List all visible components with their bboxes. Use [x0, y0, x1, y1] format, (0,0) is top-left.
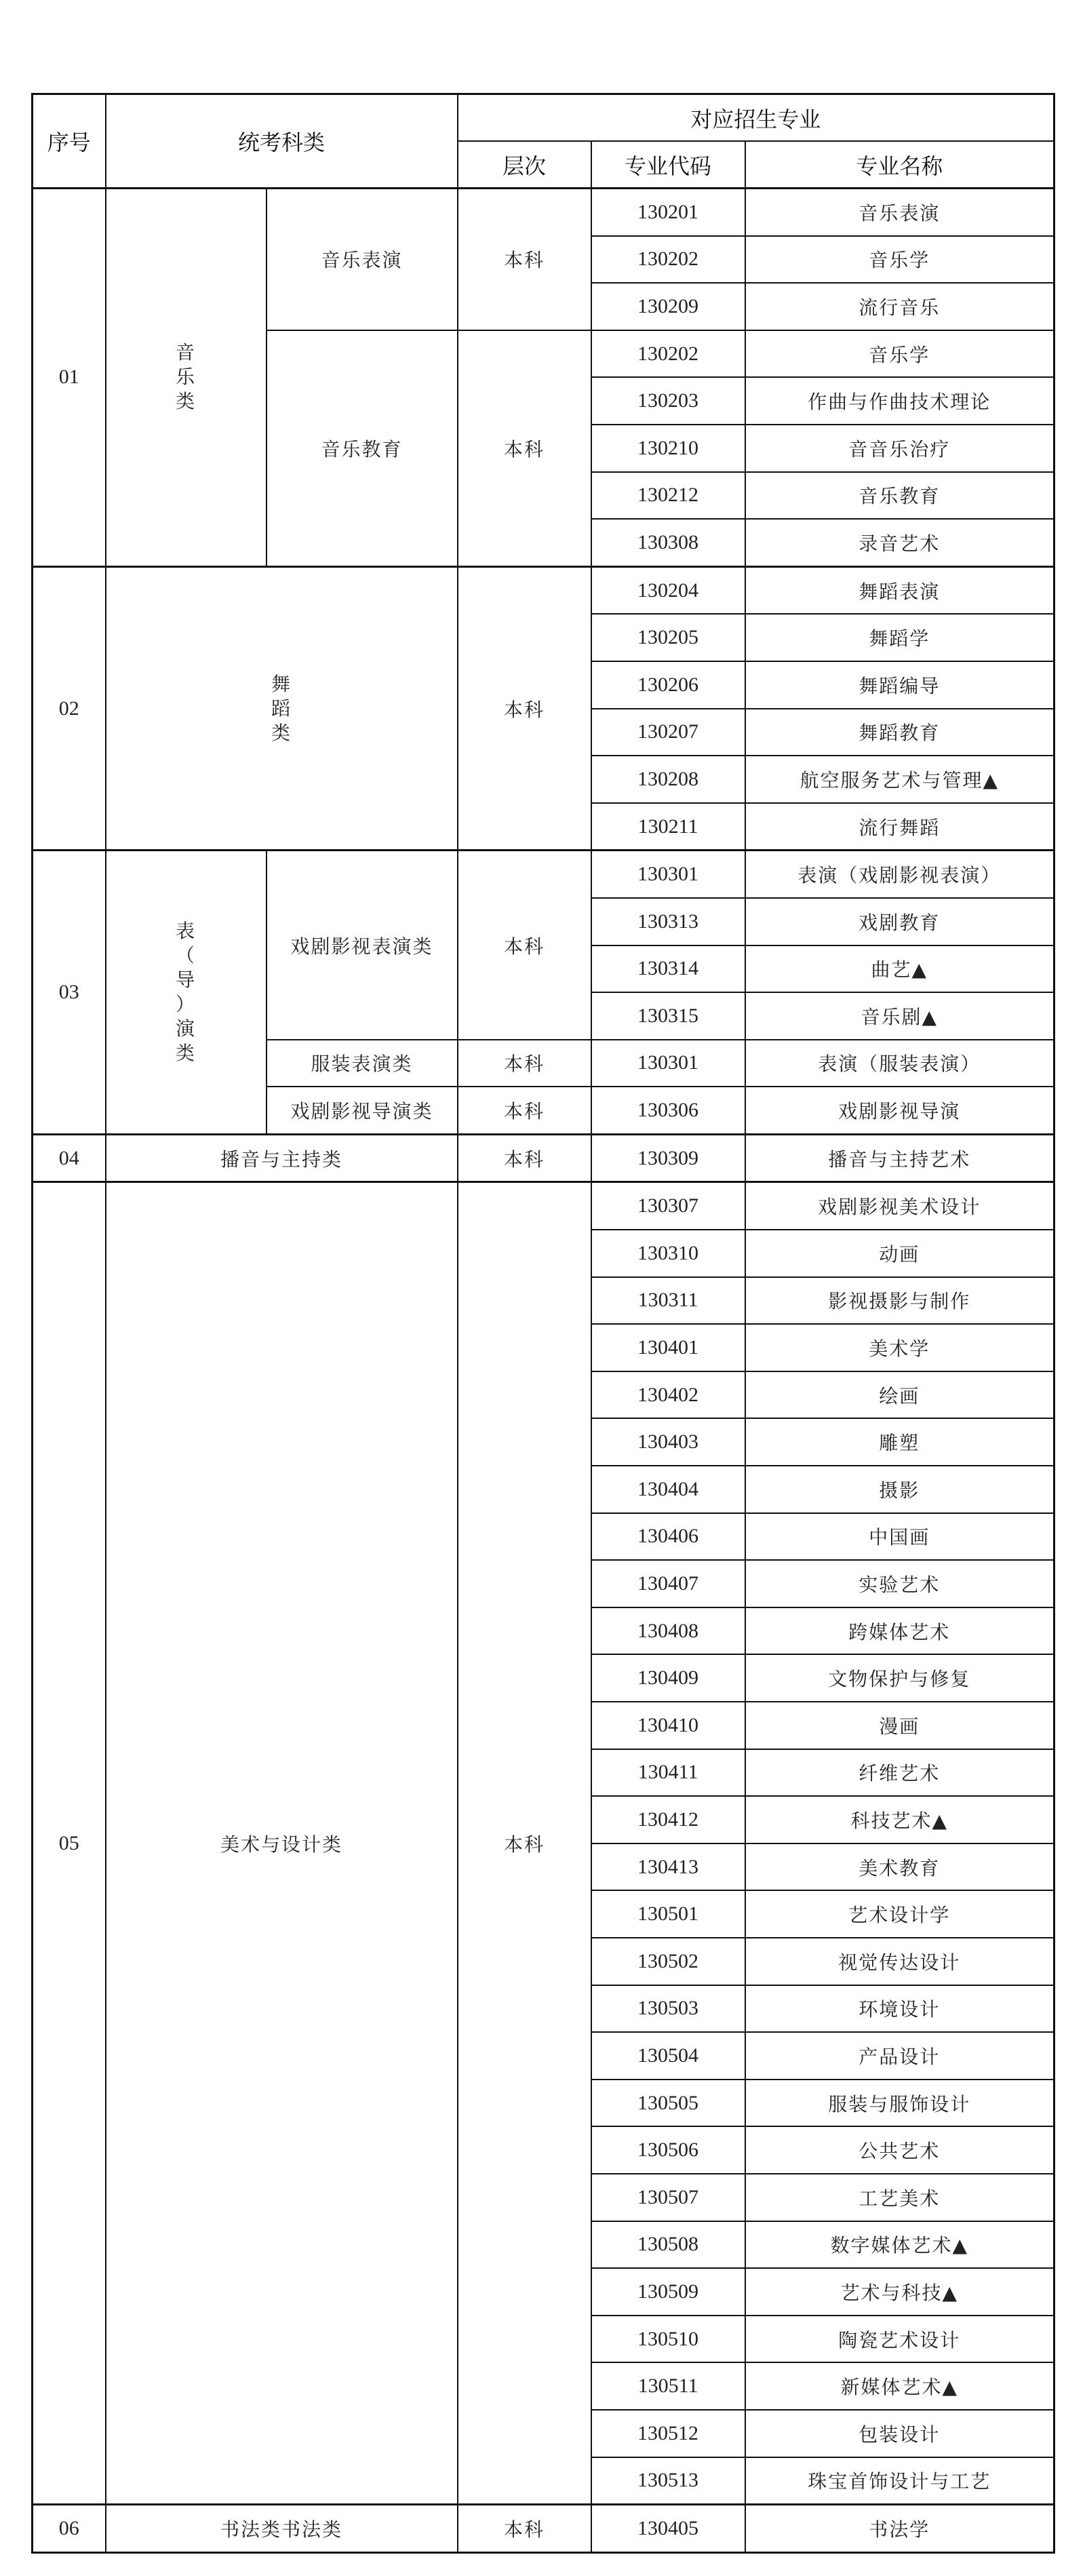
header-name: 专业名称 [745, 141, 1054, 189]
level-cell: 本科 [458, 566, 591, 851]
category-char: 乐 [175, 366, 196, 389]
major-name-cell: 流行音乐 [745, 283, 1054, 330]
category-char: （ [175, 944, 196, 967]
major-code-cell: 130404 [591, 1466, 745, 1513]
major-name-cell: 纤维艺术 [745, 1749, 1054, 1797]
major-name-cell: 录音艺术 [745, 519, 1054, 566]
major-name-cell: 动画 [745, 1230, 1054, 1277]
major-code-cell: 130509 [591, 2268, 745, 2316]
major-name-cell: 美术学 [745, 1324, 1054, 1371]
category-char: 导 [175, 969, 196, 992]
level-cell: 本科 [458, 189, 591, 330]
major-code-cell: 130203 [591, 377, 745, 425]
major-code-cell: 130413 [591, 1843, 745, 1891]
category-cell [106, 851, 267, 1135]
major-code-cell: 130202 [591, 330, 745, 378]
major-name-cell: 舞蹈表演 [745, 566, 1054, 614]
major-name-cell: 音乐教育 [745, 472, 1054, 520]
category-char: 类 [175, 390, 196, 413]
category-char: ） [175, 993, 196, 1016]
major-code-cell: 130201 [591, 189, 745, 236]
table-row [33, 2505, 1054, 2553]
major-name-cell: 漫画 [745, 1702, 1054, 1749]
major-name-cell: 视觉传达设计 [745, 1938, 1054, 1985]
major-name-cell: 公共艺术 [745, 2126, 1054, 2174]
vertical-category-label [176, 340, 196, 414]
major-name-cell: 工艺美术 [745, 2174, 1054, 2221]
table-row [33, 1182, 1054, 1230]
major-code-cell: 130507 [591, 2174, 745, 2221]
major-name-cell: 影视摄影与制作 [745, 1277, 1054, 1325]
major-code-cell: 130205 [591, 614, 745, 661]
major-name-cell: 艺术与科技▲ [745, 2268, 1054, 2316]
major-code-cell: 130301 [591, 1040, 745, 1087]
category-char: 舞 [271, 672, 292, 695]
major-name-cell: 舞蹈编导 [745, 661, 1054, 709]
major-name-cell: 舞蹈教育 [745, 709, 1054, 756]
subcategory-cell: 戏剧影视导演类 [267, 1087, 458, 1134]
table-body [33, 189, 1054, 2553]
major-code-cell: 130504 [591, 2032, 745, 2080]
major-code-cell: 130313 [591, 898, 745, 945]
major-code-cell: 130502 [591, 1938, 745, 1985]
major-code-cell: 130505 [591, 2080, 745, 2127]
major-code-cell: 130202 [591, 236, 745, 284]
major-name-cell: 新媒体艺术▲ [745, 2362, 1054, 2410]
major-name-cell: 表演（服装表演） [745, 1040, 1054, 1087]
category-char: 蹈 [271, 697, 292, 720]
category-char: 表 [175, 920, 196, 943]
major-name-cell: 数字媒体艺术▲ [745, 2221, 1054, 2269]
seq-cell: 01 [33, 189, 106, 567]
header-seq: 序号 [33, 94, 106, 189]
category-cell [106, 189, 267, 567]
major-code-cell: 130512 [591, 2410, 745, 2457]
seq-cell: 06 [33, 2505, 106, 2553]
subcategory-cell: 服装表演类 [267, 1040, 458, 1087]
major-code-cell: 130501 [591, 1890, 745, 1938]
major-name-cell: 戏剧影视美术设计 [745, 1182, 1054, 1230]
category-cell [106, 566, 458, 851]
header-level: 层次 [458, 141, 591, 189]
category-cell: 书法类书法类 [106, 2505, 458, 2553]
major-code-cell: 130511 [591, 2362, 745, 2410]
major-name-cell: 环境设计 [745, 1985, 1054, 2033]
major-code-cell: 130411 [591, 1749, 745, 1797]
major-name-cell: 实验艺术 [745, 1560, 1054, 1607]
category-char: 演 [175, 1017, 196, 1040]
major-name-cell: 音音乐治疗 [745, 425, 1054, 472]
major-name-cell: 表演（戏剧影视表演） [745, 851, 1054, 898]
subcategory-cell: 音乐教育 [267, 330, 458, 566]
level-cell: 本科 [458, 330, 591, 566]
major-code-cell: 130406 [591, 1513, 745, 1561]
major-code-cell: 130306 [591, 1087, 745, 1134]
major-code-cell: 130408 [591, 1607, 745, 1655]
category-cell: 播音与主持类 [106, 1134, 458, 1182]
major-name-cell: 流行舞蹈 [745, 803, 1054, 851]
seq-cell: 04 [33, 1134, 106, 1182]
major-code-cell: 130308 [591, 519, 745, 566]
major-code-cell: 130204 [591, 566, 745, 614]
major-code-cell: 130402 [591, 1371, 745, 1419]
table-row [33, 1134, 1054, 1182]
header-code: 专业代码 [591, 141, 745, 189]
level-cell: 本科 [458, 1134, 591, 1182]
category-cell: 美术与设计类 [106, 1182, 458, 2505]
vertical-category-label [271, 672, 292, 745]
major-name-cell: 艺术设计学 [745, 1890, 1054, 1938]
major-name-cell: 珠宝首饰设计与工艺 [745, 2457, 1054, 2505]
major-name-cell: 戏剧影视导演 [745, 1087, 1054, 1134]
major-name-cell: 音乐学 [745, 236, 1054, 284]
major-name-cell: 音乐学 [745, 330, 1054, 378]
major-name-cell: 作曲与作曲技术理论 [745, 377, 1054, 425]
major-name-cell: 包装设计 [745, 2410, 1054, 2457]
major-code-cell: 130208 [591, 756, 745, 803]
major-code-cell: 130407 [591, 1560, 745, 1607]
major-name-cell: 绘画 [745, 1371, 1054, 1419]
category-char: 类 [271, 721, 292, 744]
level-cell: 本科 [458, 2505, 591, 2553]
major-name-cell: 跨媒体艺术 [745, 1607, 1054, 1655]
major-code-cell: 130210 [591, 425, 745, 472]
major-code-cell: 130206 [591, 661, 745, 709]
seq-cell: 03 [33, 851, 106, 1135]
major-code-cell: 130405 [591, 2505, 745, 2553]
major-code-cell: 130403 [591, 1418, 745, 1466]
category-char: 音 [175, 341, 196, 364]
major-name-cell: 产品设计 [745, 2032, 1054, 2080]
table-row [33, 566, 1054, 614]
level-cell: 本科 [458, 1040, 591, 1087]
major-name-cell: 航空服务艺术与管理▲ [745, 756, 1054, 803]
vertical-category-label [176, 919, 196, 1066]
major-code-cell: 130513 [591, 2457, 745, 2505]
admission-majors-table [31, 93, 1055, 2554]
table-row [33, 189, 1054, 236]
major-name-cell: 中国画 [745, 1513, 1054, 1561]
major-code-cell: 130211 [591, 803, 745, 851]
major-name-cell: 播音与主持艺术 [745, 1134, 1054, 1182]
table-header [33, 94, 1054, 189]
major-name-cell: 科技艺术▲ [745, 1796, 1054, 1843]
major-code-cell: 130315 [591, 992, 745, 1040]
major-code-cell: 130410 [591, 1702, 745, 1749]
major-code-cell: 130508 [591, 2221, 745, 2269]
major-code-cell: 130207 [591, 709, 745, 756]
major-code-cell: 130307 [591, 1182, 745, 1230]
major-code-cell: 130311 [591, 1277, 745, 1325]
subcategory-cell: 戏剧影视表演类 [267, 851, 458, 1040]
major-name-cell: 舞蹈学 [745, 614, 1054, 661]
major-code-cell: 130309 [591, 1134, 745, 1182]
major-name-cell: 美术教育 [745, 1843, 1054, 1891]
major-name-cell: 服装与服饰设计 [745, 2080, 1054, 2127]
seq-cell: 05 [33, 1182, 106, 2505]
header-category: 统考科类 [106, 94, 458, 189]
major-name-cell: 曲艺▲ [745, 945, 1054, 993]
level-cell: 本科 [458, 851, 591, 1040]
major-name-cell: 摄影 [745, 1466, 1054, 1513]
major-code-cell: 130412 [591, 1796, 745, 1843]
major-code-cell: 130301 [591, 851, 745, 898]
subcategory-cell: 音乐表演 [267, 189, 458, 330]
table-row [33, 851, 1054, 898]
major-name-cell: 雕塑 [745, 1418, 1054, 1466]
major-code-cell: 130310 [591, 1230, 745, 1277]
major-code-cell: 130506 [591, 2126, 745, 2174]
header-majors-group: 对应招生专业 [458, 94, 1054, 142]
category-char: 类 [175, 1042, 196, 1065]
major-name-cell: 戏剧教育 [745, 898, 1054, 945]
major-name-cell: 陶瓷艺术设计 [745, 2316, 1054, 2363]
major-code-cell: 130503 [591, 1985, 745, 2033]
major-name-cell: 音乐剧▲ [745, 992, 1054, 1040]
major-code-cell: 130212 [591, 472, 745, 520]
level-cell: 本科 [458, 1182, 591, 2505]
major-code-cell: 130314 [591, 945, 745, 993]
major-name-cell: 书法学 [745, 2505, 1054, 2553]
seq-cell: 02 [33, 566, 106, 851]
level-cell: 本科 [458, 1087, 591, 1134]
major-code-cell: 130401 [591, 1324, 745, 1371]
major-code-cell: 130510 [591, 2316, 745, 2363]
major-name-cell: 音乐表演 [745, 189, 1054, 236]
major-code-cell: 130209 [591, 283, 745, 330]
major-code-cell: 130409 [591, 1654, 745, 1702]
major-name-cell: 文物保护与修复 [745, 1654, 1054, 1702]
